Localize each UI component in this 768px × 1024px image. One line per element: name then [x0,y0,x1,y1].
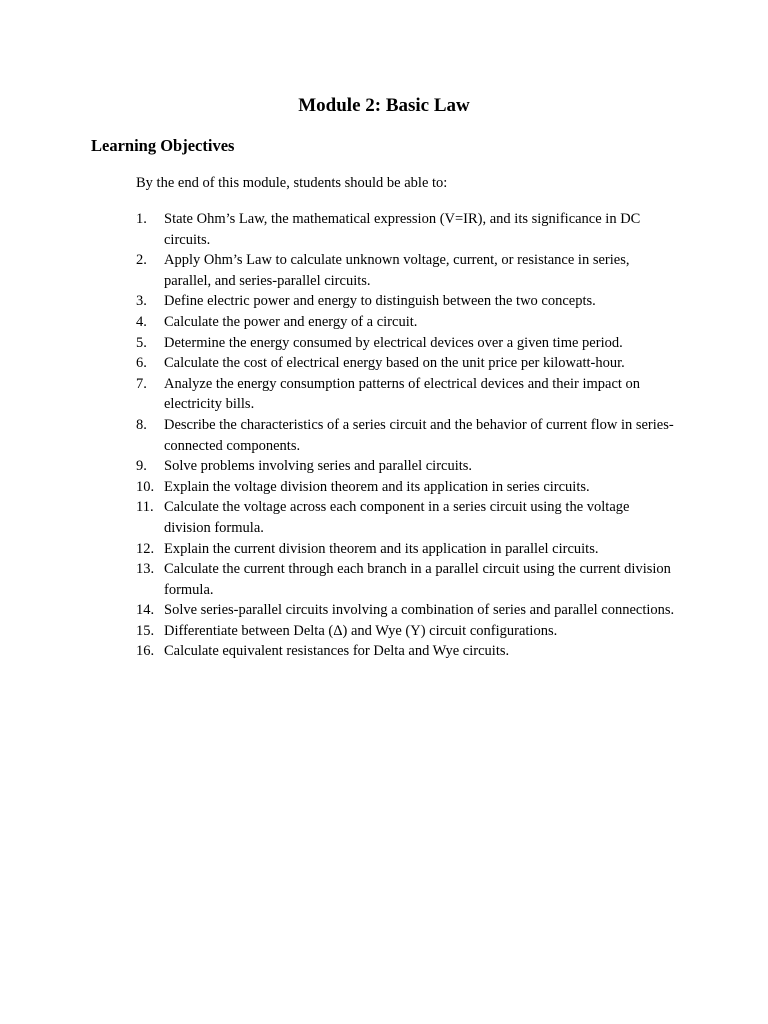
list-item-text: Calculate equivalent resistances for Delta and Wye circuits. [164,643,510,660]
list-item-number: 3. [136,293,147,310]
list-item-text: Apply Ohm’s Law to calculate unknown voltage, current, or resistance in series, parallel, and series-parallel circuits. [164,252,630,289]
list-item [136,559,676,600]
list-item-text: State Ohm’s Law, the mathematical expression (V=IR), and its significance in DC circuits. [164,211,641,248]
list-item-number: 6. [136,355,147,372]
list-item [136,333,676,354]
list-item-number: 8. [136,416,147,433]
list-item [136,415,676,456]
list-item [136,477,676,498]
list-item-number: 16. [136,643,155,660]
list-item-number: 12. [136,540,155,557]
list-item-number: 11. [136,499,154,516]
list-item-number: 10. [136,478,155,495]
list-item [136,621,676,642]
list-item [136,539,676,560]
list-item-number: 9. [136,458,147,475]
list-item [136,374,676,415]
list-item-number: 7. [136,375,147,392]
list-item [136,291,676,312]
list-item-text: Calculate the cost of electrical energy based on the unit price per kilowatt-hour. [164,355,625,372]
section-heading: Learning Objectives [91,136,235,155]
list-item-text: Calculate the power and energy of a circuit. [164,313,418,330]
list-item [136,600,676,621]
list-item-text: Solve series-parallel circuits involving a combination of series and parallel connections. [164,602,675,619]
list-item-number: 5. [136,334,147,351]
list-item-number: 14. [136,602,155,619]
intro-text: By the end of this module, students should be able to: [136,175,448,191]
list-item-number: 2. [136,252,147,269]
list-item-text: Describe the characteristics of a series circuit and the behavior of current flow in series-connected components. [164,416,674,454]
list-item-text: Solve problems involving series and parallel circuits. [164,458,473,475]
list-item [136,456,676,477]
list-item-number: 4. [136,313,147,330]
list-item [136,250,676,291]
list-item-text: Calculate the current through each branch in a parallel circuit using the current division formula. [164,561,671,598]
list-item-text: Calculate the voltage across each component in a series circuit using the voltage division formula. [164,499,630,536]
list-item-text: Differentiate between Delta (Δ) and Wye (Y) circuit configurations. [164,622,558,639]
list-item-text: Explain the voltage division theorem and its application in series circuits. [164,478,590,495]
list-item-text: Explain the current division theorem and its application in parallel circuits. [164,540,599,557]
list-item [136,209,676,250]
list-item-text: Define electric power and energy to distinguish between the two concepts. [164,293,596,310]
list-item [136,497,676,538]
list-item [136,312,676,333]
list-item-number: 1. [136,211,147,227]
list-item-text: Determine the energy consumed by electrical devices over a given time period. [164,334,623,351]
list-item [136,353,676,374]
list-item [136,641,676,662]
list-item-number: 15. [136,622,155,639]
page-title: Module 2: Basic Law [298,95,470,116]
list-item-number: 13. [136,561,155,578]
objectives-list [136,209,676,662]
list-item-text: Analyze the energy consumption patterns of electrical devices and their impact on electricity bills. [164,375,641,413]
